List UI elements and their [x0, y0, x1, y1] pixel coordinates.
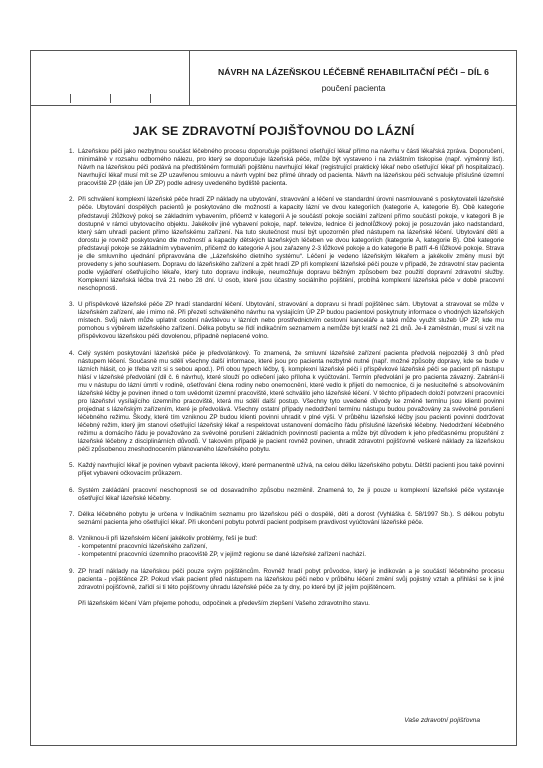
signature: Vaše zdravotní pojišťovna: [404, 717, 480, 724]
form-box-tick: [150, 94, 151, 103]
form-header: [30, 50, 517, 106]
form-title: NÁVRH NA LÁZEŇSKOU LÉČEBNĚ REHABILITAČNÍ PÉČI – DÍL 6: [217, 66, 490, 77]
document-body: [58, 148, 504, 608]
closing-text: Při lázeňském léčení Vám přejeme pohodu, odpočinek a především zlepšení Vašeho zdravotního stavu.: [78, 599, 370, 607]
section-text: 8. Vzniknou-li při lázeňském léčení jakékoliv problémy, řeší je buď:: [78, 535, 258, 543]
page-title: JAK SE ZDRAVOTNÍ POJIŠŤOVNOU DO LÁZNÍ: [132, 124, 415, 138]
list-item: [76, 462, 504, 478]
list-item: [76, 148, 504, 188]
section-text: 4. Celý systém poskytování lázeňské péče je předvolánkový. To znamená, že smluvní lázeňské zařízení pacienta předvolá nejpozději 3 dnů před nástupem léčení. Současně mu sdělí všechny další informace, které jsou pro pacienta nezbytně nutné (např. možné způsoby dopravy, kde se bude v lázních hlásit, co je třeba vzít si s sebou apod.). Při obou typech léčby, tj. komplexní lázeňské péči i příspěvkové lázeňské péči se pacient při nástupu hlásí v lázeňské předvolání (dil č. 6 návrhu), které slouží po odlečení jako příloha k vyúčtování. Termín předvolání je pro pacienta závazný. Zabrání-li mu v nástupu do lázní úmrtí v rodině, ošetřování člena rodiny nebo onemocnění, které vedlo k přijetí do nemocnice, či je nesluciteľné s absolvováním lázeňské léčby je povinen ihned o tom uvědomit územní pracoviště, které schválilo jeho lázeňské léčení. V těchto případech doloží potvrzení pracovníci pro lázeňství vysílajícího územního pracoviště, která mu sdělí další postup. Všechny tyto uvedené důvody ke změně termínu jsou klienti povinni projednat s lázeňským zařízením, které je předvolává. Všechny ostatní případy nedodržení termínu nástupu budou považovány za svévolné porušení léčebného režimu. Škody, které tím vzniknou ZP budou klienti povinni uhradit v plné výši. V průběhu lázeňské léčby jsou pacienti povinni dodržovat léčebný režim, který jim stanoví ošetřující lázeňský lékař a respektovat ustanovení domácího řádu příslušné lázeňské léčebny. Nedodržení léčebného režimu a domácího řádu je považováno za svévolné porušení základních povinností pacienta a může být důvodem k jeho předčasnému propuštění z lázeňské léčebny z disciplinárních důvodů. V takovém případě je pacient rovněž povinen, uhradit zdravotní pojišťovně veškeré náklady za lázeňskou péči způsobenou zneshodnocením plánovaného lázeňského pobytu.: [78, 349, 504, 454]
form-id-box: [30, 50, 190, 105]
form-box-tick: [70, 94, 71, 103]
section-list: [58, 148, 504, 592]
list-item: [76, 350, 504, 455]
section-text: 3. U příspěvkové lázeňské péče ZP hradí standardní léčení. Ubytování, stravování a dopravu si hradí pojištěnec sám. Ubytovat a stravovat se může v lázeňském zařízení, ale i mimo ně. Při přezetí schváleného návrhu na vyslajícím ÚP ZP budou pacientovi poskytnuty informace o vhodných lázeňských místech. Svůj návrh může uplatnit osobní návštěvou v lázních nebo prostřednictvím cestovní kanceláře a také může využít služeb ÚP ZP, kde mu pomohou s výběrem lázeňského zařízení. Délka pobytu se řídí indikačním seznamem a nemůže být kratší než 21 dnů. Je-li zaměstnán, musí si vzít na příspěvkovou lázeňskou péči dovolenou, případně neplacené volno.: [78, 301, 504, 341]
section-text: 6. Systém zakládání pracovní neschopnosti se od dosavadního způsobu nezměnil. Znamená to, že ji pouze u komplexní lázeňské péče vystavuje ošetřující lékař lázeňské léčebny.: [78, 486, 504, 502]
section-text: 2. Při schválení komplexní lázeňské péče hradí ZP náklady na ubytování, stravování a léčení ve standardní úrovni nasmlouvané s poskytovateli lázeňské péče. Ubytování dospělých pacientů je poskytováno dle možností a kapacity lázní ve dvou kategoriích (kategorie A, kategorie B). Obě kategorie představují 2lůžkový pokoj se základním vybavením, přičemž v kategorii A je součástí pokoje sociální zařízení přímo součástí pokoje, v kategorii B je dostupné v rámci ubytovacího objektu. Jakékoliv jiné vybavení pokoje, např. televize, lednice či jednolůžkový pokoj je posuzován jako nadstandard, který sám uhradí pacient přímo lázeňskému zařízení. Na tuto skutečnost musí být upozorněn před nástupem na lázeňské léčení. Ubytování dětí a dorostu je rovněž poskytováno dle možností a kapacity dětských lázeňských léčeben ve dvou kategoriích (kategorie A, kategorie B). Obě kategorie představují pokoje se základním vybavením, přičemž do kategorie A jsou zařazeny 2-3 lůžkové pokoje a do kategorie B patří 4-6 lůžkové pokoje. Strava je dle smluvního ujednání připravována dle „Lázeňského dietního systému“. Léčení je vedeno lázeňským lékařem a jakékoliv změny musí být provedeny s jeho souhlasem. Dopravu do lázeňského zařízení a zpět hradí ZP při komplexní lázeňské péči pouze v případě, že zdravotní stav pacienta podle vyjádření ošetřujícího lékaře, který tuto dopravu indikuje, neumožňuje dopravu běžným způsobem bez použití dopravní zdravotní služby. Komplexní lázeňská léčba trvá 21 nebo 28 dní. U osob, které jsou účastny sociálního pojištění, probíhá komplexní lázeňská péče v době pracovní neschopnosti.: [78, 196, 504, 292]
sub-item: - kompetentní pracovníci lázeňského zařízení,: [78, 543, 208, 551]
list-item: [76, 487, 504, 503]
list-item: [76, 568, 504, 592]
list-item: [76, 196, 504, 293]
sub-item: - kompetentní pracovníci územního pracoviště ZP, v jejímž regionu se dané lázeňské zařízení nachází.: [78, 551, 366, 559]
form-box-tick: [110, 94, 111, 103]
section-text: 1. Lázeňskou péči jako nezbytnou součást léčebného procesu doporučuje pojištenci ošetřující lékař přímo na návrhu v části lékařská zpráva. Doporučení, minimálně v rozsahu odborného nálezu, pro který se doporučuje lázeňská péče, může být vystaveno i na zvláštním tiskopise (např. výměnný list). Návrh na lázeňskou péči podává na předtištěném formuláři pojištěnu navrhující lékař (registrující praktický lékař nebo ošetřující lékař při hospitalizaci). Navrhující lékař musí mít se ZP uzavřenou smlouvu a návrh vyplní bez přímé úhrady od pacienta. Návrh na lázeňskou péči schvaluje příslušné územní pracoviště ZP (dále jen ÚP ZP) podle adresy uvedeného bydliště pacienta.: [78, 148, 504, 188]
form-subtitle: poučení pacienta: [321, 82, 386, 93]
list-item: [76, 535, 504, 559]
section-text: 7. Délka léčebného pobytu je určena v Indikačním seznamu pro lázeňskou péči o dospělé, děti a dorost (Vyhláška č. 58/1997 Sb.). S délkou pobytu seznámí pacienta jeho ošetřující lékař. Při ukončení pobytu potvrdí pacient podpisem pravdivost vyúčtování lázeňské péče.: [78, 510, 504, 526]
form-title-box: [190, 50, 517, 105]
section-text: 5. Každý navrhující lékař je povinen vybavit pacienta lékový, které permanentně užívá, na celou délku lázeňského pobytu. Dětští pacienti jsou také povinni přijet vybaveni očkovacím průkazem.: [78, 462, 504, 478]
list-item: [76, 301, 504, 341]
section-text: 9. ZP hradí náklady na lázeňskou péči pouze svým pojištěncům. Rovněž hradí pobyt průvodce, který je indikován a je součástí léčebného procesu pacienta - pojištěnce ZP. Pokud však pacient před nástupem na lázeňskou péči nebo v průběhu léčení změní svůj pojistný vztah a přihlásí se k jiné zdravotní pojišťovně, zařídí si ti této pojišťovny úhradu lázeňské péče za ty dny, po které byl již jejím pojištěncem.: [78, 567, 504, 591]
list-item: [76, 511, 504, 527]
